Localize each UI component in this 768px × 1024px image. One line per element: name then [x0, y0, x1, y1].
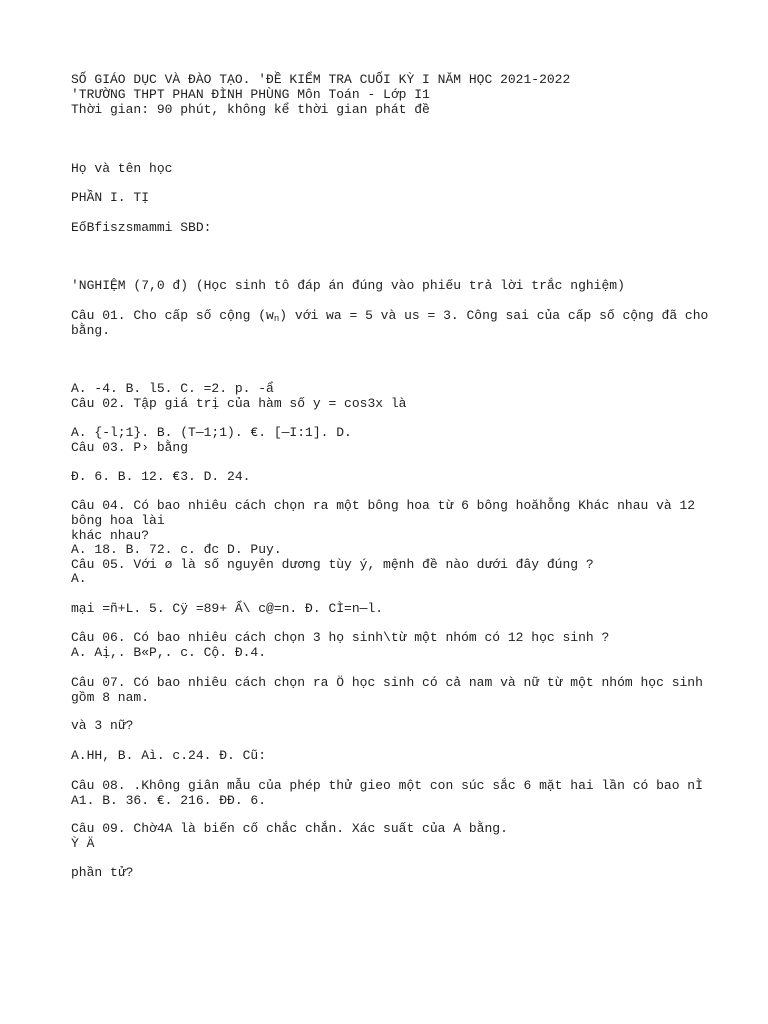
question-09-mark: Ỳ Ä [71, 836, 95, 851]
question-08-answers: A1. B. 36. €. 216. ĐĐ. 6. [71, 793, 267, 808]
question-06: Câu 06. Có bao nhiêu cách chọn 3 họ sinh\từ một nhóm có 12 học sinh ? [71, 630, 610, 645]
question-05: Câu 05. Với ø là số nguyên dương tùy ý, mệnh đề nào dưới đây đúng ? [71, 557, 594, 572]
question-08: Câu 08. .Không giân mẫu của phép thử gieo một con súc sắc 6 mặt hai lần có bao nÌ [71, 778, 703, 793]
question-05-option-a-label: A. [71, 571, 87, 586]
header-line-3: Thời gian: 90 phút, không kể thời gian phát đề [71, 102, 430, 117]
question-01 [71, 308, 708, 327]
question-02: Câu 02. Tập giá trị của hàm số y = cos3x là [71, 396, 407, 411]
part-label: PHẦN I. TỊ [71, 190, 150, 205]
question-07-answers: A.HH, B. Aì. c.24. Đ. Cũ: [71, 748, 267, 763]
question-09-tail: phần tử? [71, 865, 134, 880]
question-06-answers: A. Aị,. B«P,. c. Cộ. Đ.4. [71, 645, 267, 660]
question-01-text-a: Câu 01. Cho cấp số cộng (w [71, 308, 274, 323]
question-04: Câu 04. Có bao nhiêu cách chọn ra một bông hoa từ 6 bông hoăhỗng Khác nhau và 12 [71, 498, 696, 513]
question-01-continued: bằng. [71, 323, 111, 338]
question-09: Câu 09. Chờ4A là biến cố chắc chắn. Xác suất của A bằng. [71, 821, 508, 836]
question-03: Câu 03. P› bằng [71, 440, 189, 455]
question-01-answers: A. -4. B. l5. C. =2. p. -ẩ [71, 381, 274, 396]
question-07-continued-1: gồm 8 nam. [71, 690, 150, 705]
question-01-text-b: ) với wa = 5 và us = 3. Công sai của cấp số cộng đã cho [279, 308, 709, 323]
question-05-answers: mại =ñ+L. 5. Cÿ =89+ Ẩ\ c@=n. Đ. CÌ=n—l. [71, 601, 384, 616]
question-04-continued-2: khác nhau? [71, 528, 150, 543]
question-04-answers: A. 18. B. 72. c. đc D. Puy. [71, 542, 282, 557]
student-name-label: Họ và tên học [71, 161, 173, 176]
header-line-2: 'TRƯỜNG THPT PHAN ĐÌNH PHÙNG Môn Toán - Lớp I1 [71, 87, 430, 102]
question-07: Câu 07. Có bao nhiêu cách chọn ra Ö học sinh có cả nam và nữ từ một nhóm học sinh [71, 675, 703, 690]
question-01-subscript: n [273, 314, 280, 324]
question-07-continued-2: và 3 nữ? [71, 718, 134, 733]
question-03-answers: Đ. 6. B. 12. €3. D. 24. [71, 469, 251, 484]
sbd-line: EốBfiszsmammi SBD: [71, 220, 212, 235]
section-heading: 'NGHIỆM (7,0 đ) (Học sinh tô đáp án đúng vào phiếu trả lời trắc nghiệm) [71, 278, 625, 293]
header-line-1: SỐ GIÁO DỤC VÀ ĐÀO TẠO. 'ĐỀ KIỂM TRA CUỐI KỲ I NĂM HỌC 2021-2022 [71, 72, 571, 87]
question-02-answers: A. {-l;1}. B. (T—1;1). €. [—I:1]. D. [71, 425, 352, 440]
question-04-continued-1: bông hoa lài [71, 513, 165, 528]
